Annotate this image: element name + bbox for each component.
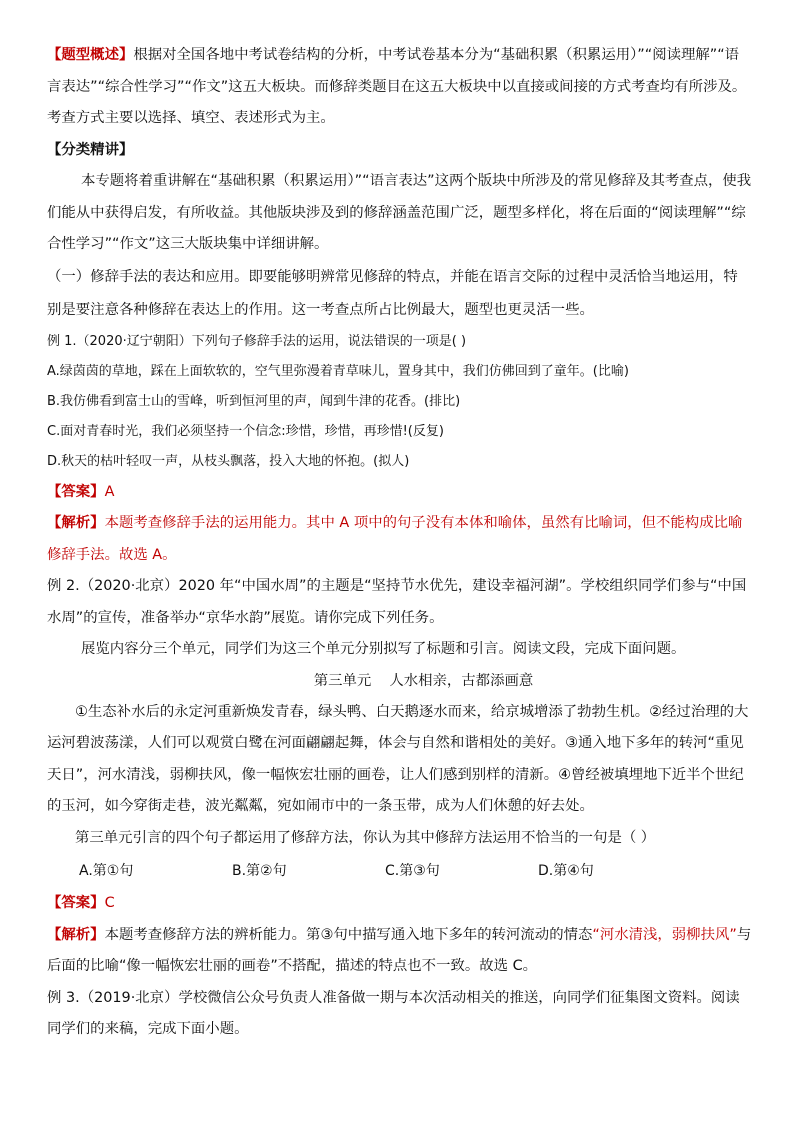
example2-passage: ①生态补水后的永定河重新焕发青春，绿头鸭、白天鹅逐水而来，给京城增添了勃勃生机。②经过治理的大运河碧波荡漾，人们可以观赏白鹭在河面翩翩起舞，体会与自然和谐相处的美好。③通入地下多年的转河“重见天日”，河水清浅，弱柳扶风，像一幅恢宏壮丽的画卷，让人们感到别样的清新。④曾经被填埋地下近半个世纪的玉河，如今穿街走巷，波光粼粼，宛如闹市中的一条玉带，成为人们休憩的好去处。 — [47, 703, 749, 814]
section-para1: 本专题将着重讲解在“基础积累（积累运用）”“语言表达”这两个版块中所涉及的常见修辞及其考查点，使我们能从中获得启发，有所收益。其他版块涉及到的修辞涵盖范围广泛，题型多样化，将在后面的“阅读理解”“综合性学习”“作文”这三大版块集中详细讲解。 — [47, 173, 752, 252]
document-page — [47, 40, 752, 1046]
answer-value: C — [104, 895, 115, 911]
example3-stem: 例 3.（2019·北京）学校微信公众号负责人准备做一期与本次活动相关的推送，向同学们征集图文资料。阅读同学们的来稿，完成下面小题。 — [47, 989, 740, 1037]
example2-options — [47, 854, 752, 888]
example1-option-c: C.面对青春时光，我们必须坚持一个信念:珍惜，珍惜，再珍惜!(反复) — [47, 423, 444, 439]
section-para2: （一）修辞手法的表达和应用。即要能够明辨常见修辞的特点，并能在语言交际的过程中灵活恰当地运用，特别是要注意各种修辞在表达上的作用。这一考查点所占比例最大，题型也更灵活一些。 — [47, 268, 738, 318]
answer-tag: 【答案】 — [47, 483, 105, 500]
example1-option-b: B.我仿佛看到富士山的雪峰，听到恒河里的声，闻到牛津的花香。(排比) — [47, 393, 461, 409]
option-b: B.第②句 — [232, 863, 287, 879]
example2-intro: 展览内容分三个单元，同学们为这三个单元分别拟写了标题和引言。阅读文段，完成下面问题。 — [81, 641, 686, 657]
option-d: D.第④句 — [538, 863, 594, 879]
analysis-tag: 【解析】 — [47, 515, 105, 531]
example2-stem: 例 2.（2020·北京）2020 年“中国水周”的主题是“坚持节水优先，建设幸福河湖”。学校组织同学们参与“中国水周”的宣传，准备举办“京华水韵”展览。请你完成下列任务。 — [47, 578, 747, 626]
unit-title — [47, 666, 752, 697]
intro-paragraph — [47, 40, 752, 135]
example2-analysis — [47, 920, 752, 983]
example1-option-d: D.秋天的枯叶轻叹一声，从枝头飘落，投入大地的怀抱。(拟人) — [47, 453, 410, 469]
example1-analysis — [47, 508, 752, 571]
example2-answer — [47, 888, 752, 920]
answer-value: A — [104, 483, 115, 500]
example1-stem: 例 1.（2020·辽宁朝阳）下列句子修辞手法的运用，说法错误的一项是( ) — [47, 333, 467, 349]
analysis-tag: 【解析】 — [47, 926, 105, 943]
analysis-text: 本题考查修辞手法的运用能力。其中 A 项中的句子没有本体和喻体，虽然有比喻词，但不能构成比喻修辞手法。故选 A。 — [47, 515, 743, 563]
example2-question: 第三单元引言的四个句子都运用了修辞方法，你认为其中修辞方法运用不恰当的一句是（ ） — [75, 829, 656, 846]
option-a: A.第①句 — [79, 863, 134, 879]
section-heading: 【分类精讲】 — [47, 141, 134, 158]
example1-option-a: A.绿茵茵的草地，踩在上面软软的，空气里弥漫着青草味儿，置身其中，我们仿佛回到了童年。(比喻) — [47, 363, 629, 379]
analysis-quote: “河水清浅，弱柳扶风” — [592, 926, 737, 943]
analysis-text-a: 本题考查修辞方法的辨析能力。第③句中描写通入地下多年的转河流动的情态 — [104, 926, 593, 943]
answer-tag: 【答案】 — [47, 895, 105, 911]
unit-label: 第三单元 — [313, 672, 372, 689]
example1-answer — [47, 477, 752, 509]
analysis-text-b: 与后面的比喻“像一幅恢宏壮丽的画卷”不搭配，描述的特点也不一致。故选 C。 — [47, 926, 752, 974]
unit-heading: 人水相亲，古都添画意 — [389, 672, 534, 689]
intro-text: 根据对全国各地中考试卷结构的分析，中考试卷基本分为“基础积累（积累运用）”“阅读理解”“语言表达”“综合性学习”“作文”这五大板块。而修辞类题目在这五大板块中以直接或间接的方式考查均有所涉及。考查方式主要以选择、填空、表述形式为主。 — [47, 47, 747, 126]
option-c: C.第③句 — [385, 863, 440, 879]
intro-tag: 【题型概述】 — [47, 47, 134, 63]
